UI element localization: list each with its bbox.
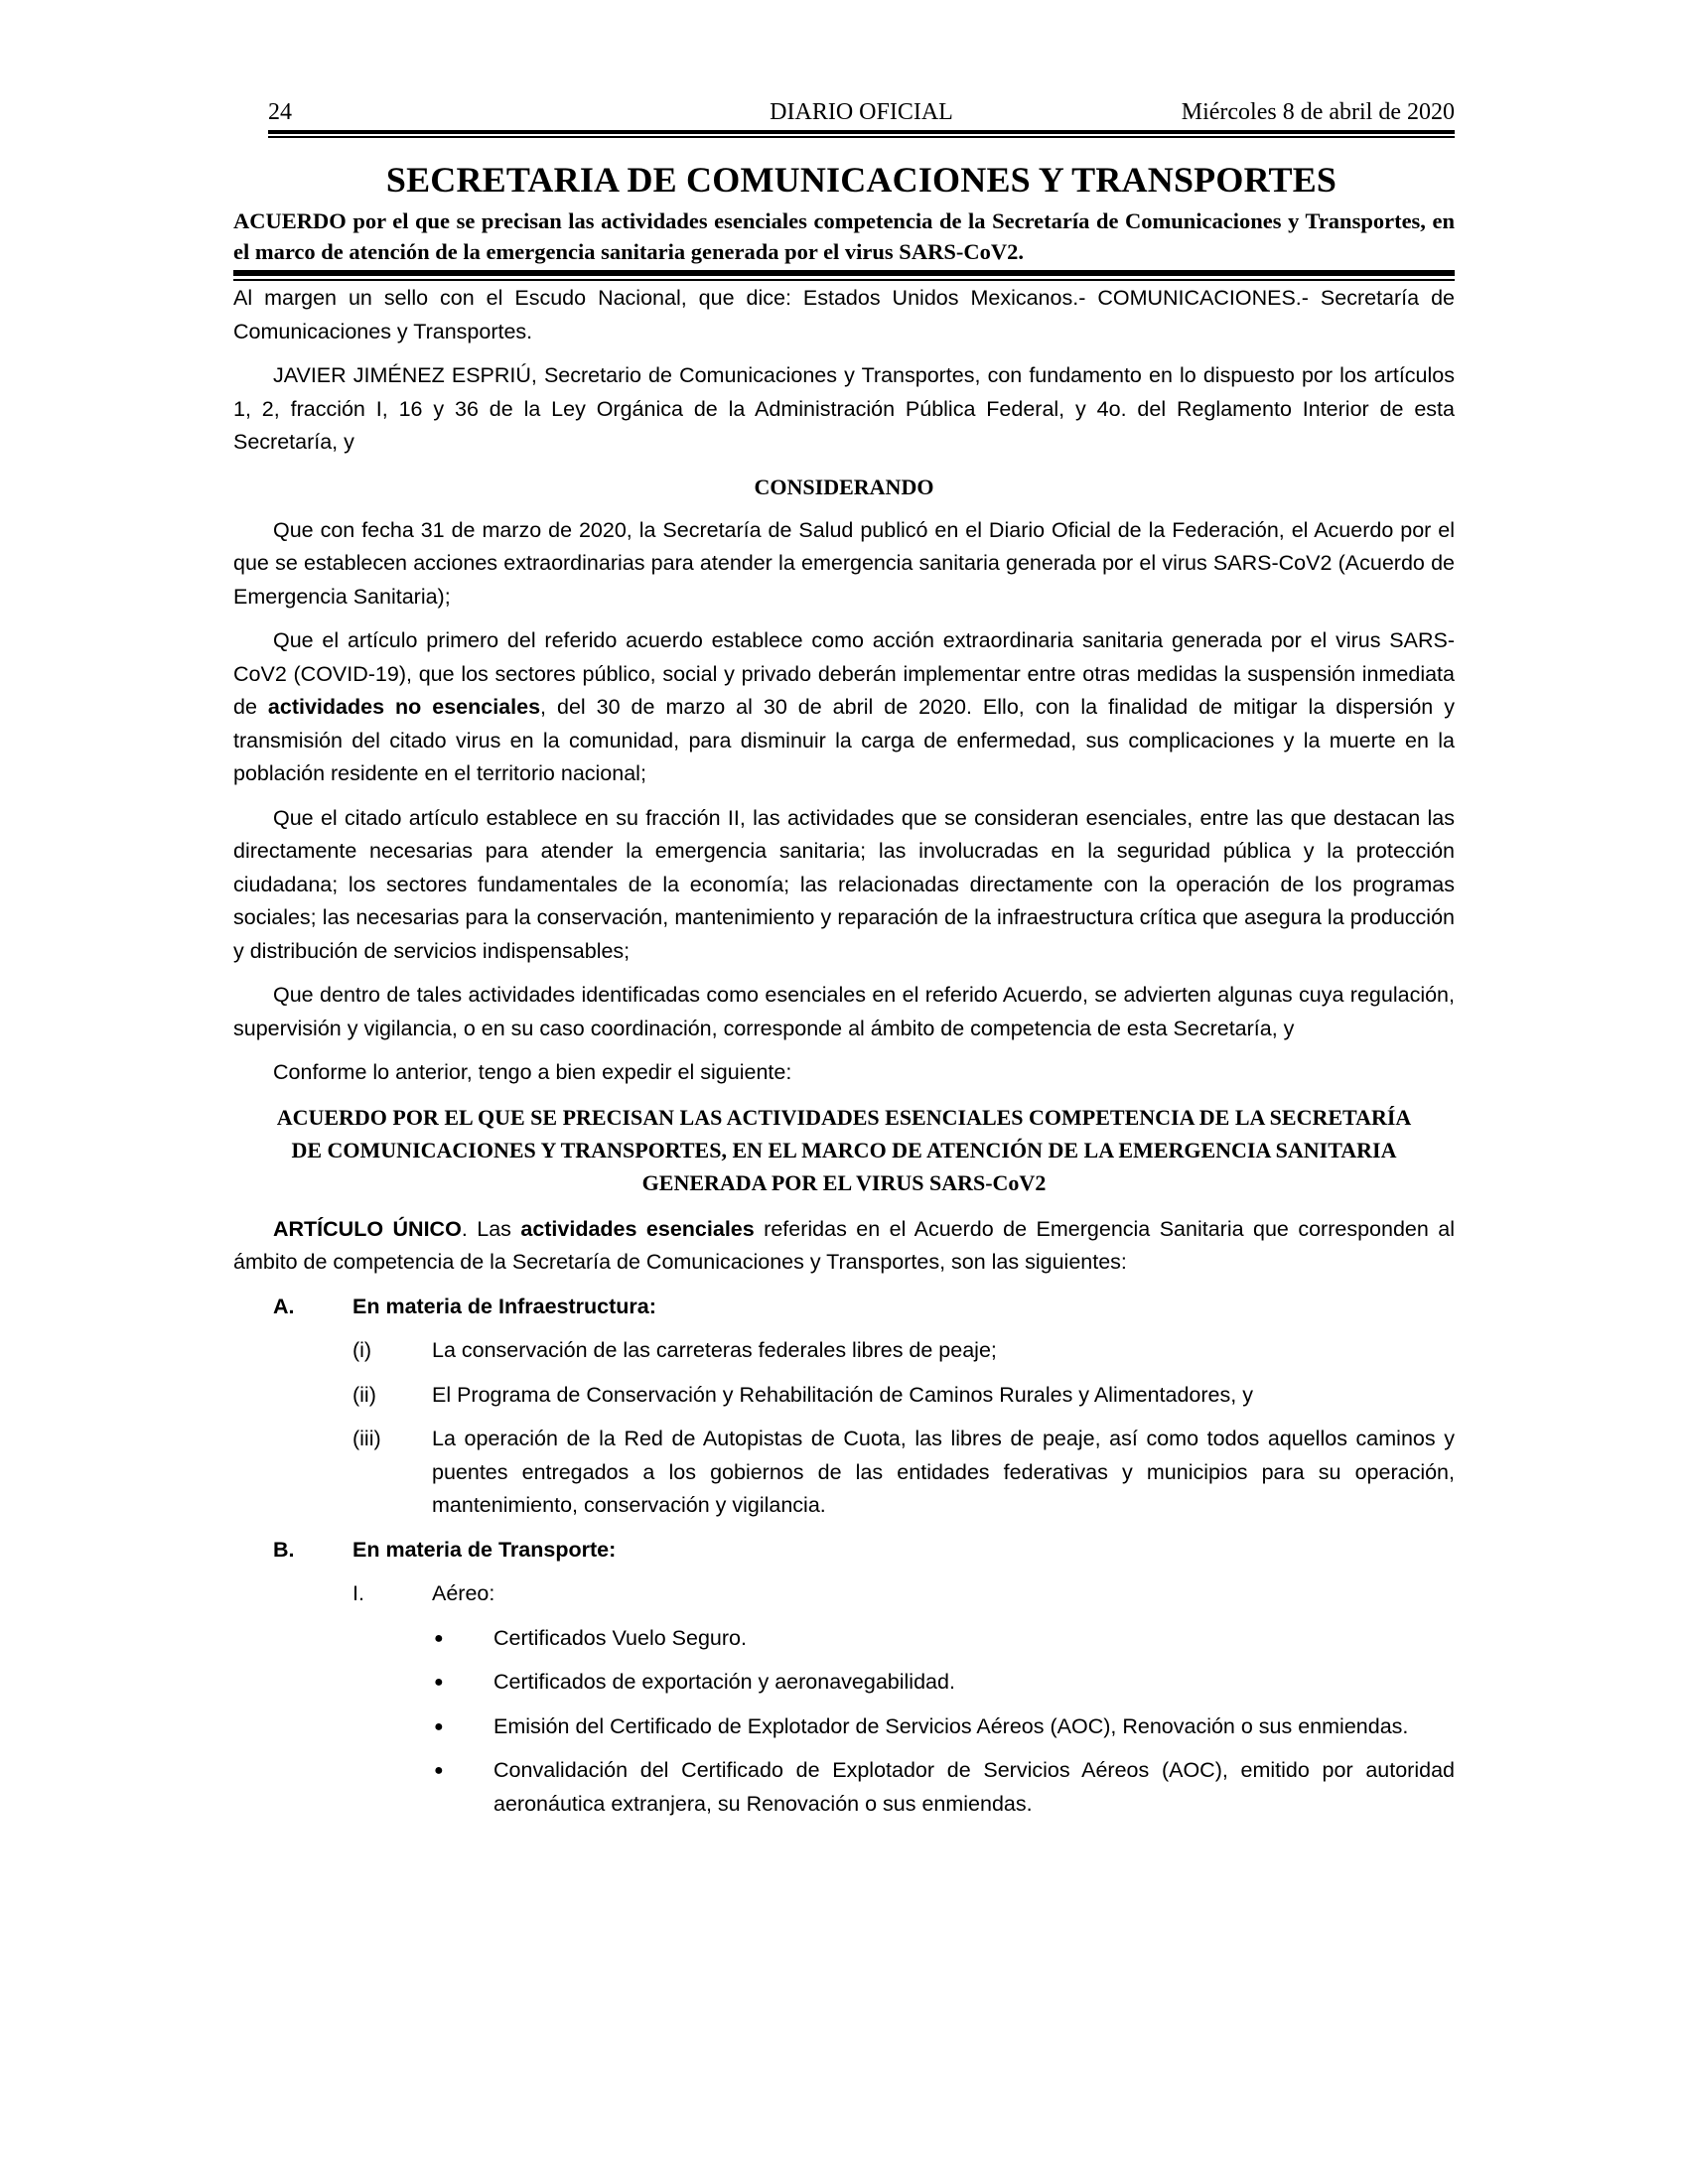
p2-text-after: , del 30 de marzo al 30 de abril de 2020. Ello, con la finalidad de mitigar la dispersión y transmisión del citado virus en la comunidad, para disminuir la carga de enfermedad, sus complicaciones y la muerte en la población residente en el territorio nacional; xyxy=(233,695,1455,785)
bullet-dot-icon: ● xyxy=(434,1629,444,1647)
subsection-title: Aéreo: xyxy=(432,1581,495,1605)
articulo-unico-label: ARTÍCULO ÚNICO xyxy=(273,1216,462,1241)
p2-text-before: Que el artículo primero del referido acuerdo establece como acción extraordinaria sanitaria generada por el virus SARS-CoV2 (COVID-19), que los sectores público, social y privado deberán implementar entre otras medidas la suspensión inmediata de xyxy=(233,628,1455,719)
summary-lead: ACUERDO xyxy=(233,208,347,233)
section-a-marker: A. xyxy=(273,1294,295,1318)
section-b-marker: B. xyxy=(273,1537,295,1562)
considerando-paragraph-4: Que dentro de tales actividades identificadas como esenciales en el referido Acuerdo, se advierten algunas cuya regulación, supervisión y vigilancia, o en su caso coordinación, corresponde al ámbito de competencia de esta Secretaría, y xyxy=(233,983,1455,1040)
publication-date: Miércoles 8 de abril de 2020 xyxy=(1181,99,1455,125)
considerando-paragraph-3: Que el citado artículo establece en su fracción II, las actividades que se consideran esenciales, entre las que destacan las directamente necesarias para atender la emergencia sanitaria; las involucradas en la seguridad pública y la protección ciudadana; los sectores fundamentales de la economía; las relacionadas directamente con la operación de los programas sociales; las necesarias para la conservación, mantenimiento y reparación de la infraestructura crítica que asegura la producción y distribución de servicios indispensables; xyxy=(233,805,1455,963)
articulo-unico-paragraph xyxy=(233,1213,1455,1280)
summary-text: por el que se precisan las actividades esenciales competencia de la Secretaría de Comunicaciones y Transportes, en el marco de atención de la emergencia sanitaria generada por el virus SARS-CoV2. xyxy=(233,208,1455,264)
p2-bold-phrase: actividades no esenciales xyxy=(267,695,541,719)
articulo-unico-text: referidas en el Acuerdo de Emergencia Sanitaria que corresponden al ámbito de competencia de la Secretaría de Comunicaciones y Transportes, son las siguientes: xyxy=(233,1216,1456,1274)
list-item-marker: (iii) xyxy=(352,1427,381,1450)
articulo-unico-bold-phrase: actividades esenciales xyxy=(520,1216,755,1241)
section-b-heading xyxy=(233,1534,1455,1568)
list-item xyxy=(233,1379,1455,1413)
preamble-paragraph: JAVIER JIMÉNEZ ESPRIÚ, Secretario de Comunicaciones y Transportes, con fundamento en lo dispuesto por los artículos 1, 2, fracción I, 16 y 36 de la Ley Orgánica de la Administración Pública Federal, y 4o. del Reglamento Interior de esta Secretaría, y xyxy=(233,363,1455,454)
summary-double-rule xyxy=(233,270,1455,282)
bullet-item xyxy=(233,1754,1455,1821)
bullet-dot-icon: ● xyxy=(434,1762,444,1779)
bullet-item xyxy=(233,1710,1455,1744)
document-body xyxy=(233,282,1455,1821)
list-item xyxy=(233,1423,1455,1523)
bullet-item-text: Certificados de exportación y aeronavegabilidad. xyxy=(493,1670,955,1694)
list-item xyxy=(233,1334,1455,1368)
acuerdo-heading: ACUERDO POR EL QUE SE PRECISAN LAS ACTIVIDADES ESENCIALES COMPETENCIA DE LA SECRETARÍA DE COMUNICACIONES Y TRANSPORTES, EN EL MARCO DE ATENCIÓN DE LA EMERGENCIA SANITARIA GENERADA POR EL VIRUS SARS-CoV2 xyxy=(276,1104,1412,1195)
document-page xyxy=(233,95,1456,1832)
considerando-heading: CONSIDERANDO xyxy=(754,474,934,499)
considerando-paragraph-2 xyxy=(233,624,1455,791)
list-item-text: El Programa de Conservación y Rehabilitación de Caminos Rurales y Alimentadores, y xyxy=(432,1382,1253,1407)
articulo-unico-sep: . Las xyxy=(461,1216,521,1241)
section-a-title: En materia de Infraestructura: xyxy=(352,1294,656,1318)
bullet-dot-icon: ● xyxy=(434,1674,444,1691)
subsection-aereo-heading xyxy=(233,1577,1455,1611)
considerando-paragraph-5: Conforme lo anterior, tengo a bien expedir el siguiente: xyxy=(273,1060,792,1084)
list-item-marker: (ii) xyxy=(352,1382,376,1407)
list-item-text: La operación de la Red de Autopistas de Cuota, las libres de peaje, así como todos aquellos caminos y puentes entregados a los gobiernos de las entidades federativas y municipios para su operación, mantenimiento, conservación y vigilancia. xyxy=(432,1427,1455,1517)
header-double-rule xyxy=(268,130,1455,140)
list-item-marker: (i) xyxy=(352,1338,372,1362)
section-a-heading xyxy=(233,1291,1455,1324)
section-b-title: En materia de Transporte: xyxy=(352,1537,617,1562)
publication-name: DIARIO OFICIAL xyxy=(770,99,953,125)
page-number: 24 xyxy=(268,99,292,125)
bullet-item xyxy=(233,1666,1455,1700)
bullet-dot-icon: ● xyxy=(434,1717,444,1735)
seal-paragraph: Al margen un sello con el Escudo Nacional, que dice: Estados Unidos Mexicanos.- COMUNICACIONES.- Secretaría de Comunicaciones y Transportes. xyxy=(233,286,1455,343)
subsection-marker: I. xyxy=(352,1581,364,1605)
bullet-item-text: Certificados Vuelo Seguro. xyxy=(493,1625,747,1650)
running-header xyxy=(268,95,1455,129)
bullet-item-text: Emisión del Certificado de Explotador de Servicios Aéreos (AOC), Renovación o sus enmiendas. xyxy=(493,1713,1409,1738)
bullet-item-text: Convalidación del Certificado de Explotador de Servicios Aéreos (AOC), emitido por autoridad aeronáutica extranjera, su Renovación o sus enmiendas. xyxy=(493,1758,1455,1816)
section-title: SECRETARIA DE COMUNICACIONES Y TRANSPORTES xyxy=(385,160,1337,200)
acuerdo-summary xyxy=(233,205,1455,267)
list-item-text: La conservación de las carreteras federales libres de peaje; xyxy=(432,1338,997,1362)
considerando-paragraph-1: Que con fecha 31 de marzo de 2020, la Secretaría de Salud publicó en el Diario Oficial de la Federación, el Acuerdo por el que se establecen acciones extraordinarias para atender la emergencia sanitaria generada por el virus SARS-CoV2 (Acuerdo de Emergencia Sanitaria); xyxy=(233,517,1455,609)
bullet-item xyxy=(233,1622,1455,1656)
